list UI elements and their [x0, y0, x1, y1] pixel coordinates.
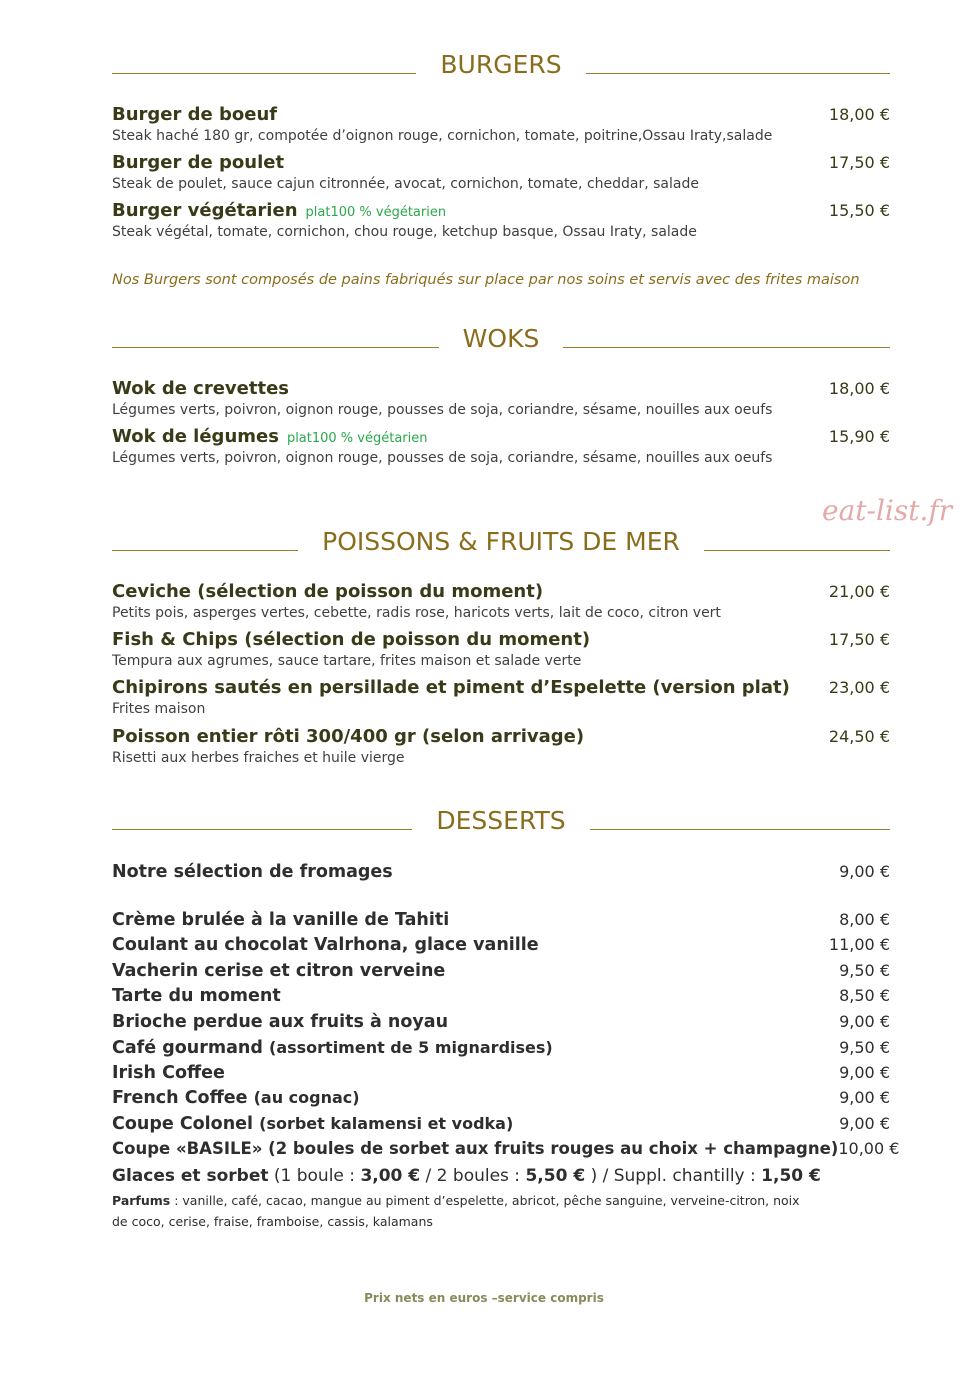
parfums-text: [112, 1190, 812, 1232]
glaces-one-price: 3,00 €: [360, 1166, 421, 1186]
dessert-detail: (sorbet kalamensi et vodka): [259, 1114, 514, 1133]
section-title: POISSONS & FRUITS DE MER: [322, 527, 680, 556]
dessert-name: Notre sélection de fromages: [112, 862, 393, 882]
dessert-price: 9,00 €: [839, 862, 890, 881]
header-rule-right: [563, 347, 890, 348]
dessert-price: 10,00 €: [838, 1139, 900, 1158]
dessert-detail: (au cognac): [253, 1088, 360, 1107]
dessert-name: Irish Coffee: [112, 1063, 225, 1083]
item-name: Burger de boeuf: [112, 104, 278, 125]
item-price: 17,50 €: [828, 630, 890, 649]
dessert-name: Brioche perdue aux fruits à noyau: [112, 1012, 449, 1032]
parfums-list: : vanille, café, cacao, mangue au piment d’espelette, abricot, pêche sanguine, verveine-citron, noix de coco, cerise, fraise, framboise, cassis, kalamans: [112, 1193, 800, 1229]
dessert-price: 8,50 €: [839, 986, 890, 1005]
menu-item: [112, 726, 890, 766]
header-rule-left: [112, 829, 412, 830]
header-rule-right: [586, 73, 890, 74]
item-price: 24,50 €: [828, 727, 890, 746]
header-rule-left: [112, 347, 439, 348]
dessert-price: 11,00 €: [828, 935, 890, 954]
item-description: Steak végétal, tomate, cornichon, chou rouge, ketchup basque, Ossau Iraty, salade: [112, 224, 697, 240]
item-name: Burger végétarien: [112, 200, 298, 221]
dessert-item: [112, 1114, 890, 1134]
item-price: 15,50 €: [828, 201, 890, 220]
item-name: Wok de crevettes: [112, 378, 290, 399]
item-price: 23,00 €: [828, 678, 890, 697]
section-title: DESSERTS: [436, 806, 566, 835]
item-price: 17,50 €: [828, 153, 890, 172]
glaces-suppl-label: ) / Suppl. chantilly :: [590, 1166, 756, 1186]
menu-item: [112, 426, 890, 466]
dessert-item: [112, 1063, 890, 1083]
dessert-price: 9,00 €: [839, 1012, 890, 1031]
glaces-sep: / 2 boules :: [425, 1166, 521, 1186]
dessert-price: 9,50 €: [839, 961, 890, 980]
item-name: Ceviche (sélection de poisson du moment): [112, 581, 544, 602]
dessert-item: [112, 910, 890, 930]
dessert-price: 9,00 €: [839, 1063, 890, 1082]
footer-note: Prix nets en euros –service compris: [364, 1291, 604, 1305]
glaces-name: Glaces et sorbet: [112, 1166, 269, 1186]
item-description: Tempura aux agrumes, sauce tartare, frites maison et salade verte: [112, 653, 582, 669]
dessert-item: [112, 1038, 890, 1058]
dessert-item: [112, 961, 890, 981]
glaces-line: [112, 1166, 890, 1186]
dessert-name: Tarte du moment: [112, 986, 281, 1006]
item-description: Légumes verts, poivron, oignon rouge, pousses de soja, coriandre, sésame, nouilles aux oeufs: [112, 402, 773, 418]
dessert-item: [112, 986, 890, 1006]
burgers-note: Nos Burgers sont composés de pains fabriqués sur place par nos soins et servis avec des frites maison: [112, 272, 860, 288]
dessert-name: Coulant au chocolat Valrhona, glace vanille: [112, 935, 539, 955]
menu-item: [112, 581, 890, 621]
menu-item: [112, 677, 890, 717]
item-description: Steak haché 180 gr, compotée d’oignon rouge, cornichon, tomate, poitrine,Ossau Iraty,salade: [112, 128, 773, 144]
item-description: Risetti aux herbes fraiches et huile vierge: [112, 750, 405, 766]
section-header-burgers: [112, 40, 890, 80]
menu-item: [112, 104, 890, 144]
dessert-name: Coupe «BASILE» (2 boules de sorbet aux fruits rouges au choix + champagne): [112, 1139, 839, 1158]
item-price: 18,00 €: [828, 105, 890, 124]
dessert-price: 9,50 €: [839, 1038, 890, 1057]
item-name: Fish & Chips (sélection de poisson du moment): [112, 629, 591, 650]
item-description: Petits pois, asperges vertes, cebette, radis rose, haricots verts, lait de coco, citron vert: [112, 605, 721, 621]
dessert-name: French Coffee: [112, 1088, 248, 1108]
dessert-price: 9,00 €: [839, 1114, 890, 1133]
item-description: Steak de poulet, sauce cajun citronnée, avocat, cornichon, tomate, cheddar, salade: [112, 176, 699, 192]
watermark-text: eat-list.fr: [822, 494, 953, 527]
dessert-price: 9,00 €: [839, 1088, 890, 1107]
header-rule-right: [590, 829, 890, 830]
menu-item: [112, 200, 890, 240]
item-name: Chipirons sautés en persillade et piment d’Espelette (version plat): [112, 677, 790, 698]
dessert-item: [112, 1139, 900, 1158]
header-rule-right: [704, 550, 890, 551]
section-header-desserts: [112, 796, 890, 836]
dessert-item: [112, 1088, 890, 1108]
header-rule-left: [112, 73, 416, 74]
dessert-price: 8,00 €: [839, 910, 890, 929]
dessert-item: [112, 1012, 890, 1032]
item-name: Wok de légumes: [112, 426, 279, 447]
section-header-poissons: [112, 517, 890, 557]
dessert-name: Crème brulée à la vanille de Tahiti: [112, 910, 450, 930]
vegetarian-tag: plat100 % végétarien: [305, 205, 447, 220]
menu-item: [112, 629, 890, 669]
menu-item: [112, 378, 890, 418]
section-title: BURGERS: [440, 50, 562, 79]
vegetarian-tag: plat100 % végétarien: [286, 431, 428, 446]
item-price: 18,00 €: [828, 379, 890, 398]
parfums-label: Parfums: [112, 1193, 171, 1208]
header-rule-left: [112, 550, 298, 551]
section-header-woks: [112, 314, 890, 354]
item-description: Légumes verts, poivron, oignon rouge, pousses de soja, coriandre, sésame, nouilles aux oeufs: [112, 450, 773, 466]
item-price: 15,90 €: [828, 427, 890, 446]
dessert-name: Coupe Colonel: [112, 1114, 254, 1134]
glaces-suppl-price: 1,50 €: [761, 1166, 821, 1186]
dessert-item: [112, 935, 890, 955]
glaces-two-price: 5,50 €: [525, 1166, 586, 1186]
section-title: WOKS: [462, 324, 540, 353]
dessert-name: Vacherin cerise et citron verveine: [112, 961, 446, 981]
dessert-item: [112, 862, 890, 882]
menu-item: [112, 152, 890, 192]
item-price: 21,00 €: [828, 582, 890, 601]
item-description: Frites maison: [112, 701, 206, 717]
glaces-one-label: (1 boule :: [273, 1166, 356, 1186]
item-name: Poisson entier rôti 300/400 gr (selon arrivage): [112, 726, 585, 747]
item-name: Burger de poulet: [112, 152, 285, 173]
dessert-name: Café gourmand: [112, 1038, 263, 1058]
dessert-detail: (assortiment de 5 mignardises): [269, 1038, 553, 1057]
